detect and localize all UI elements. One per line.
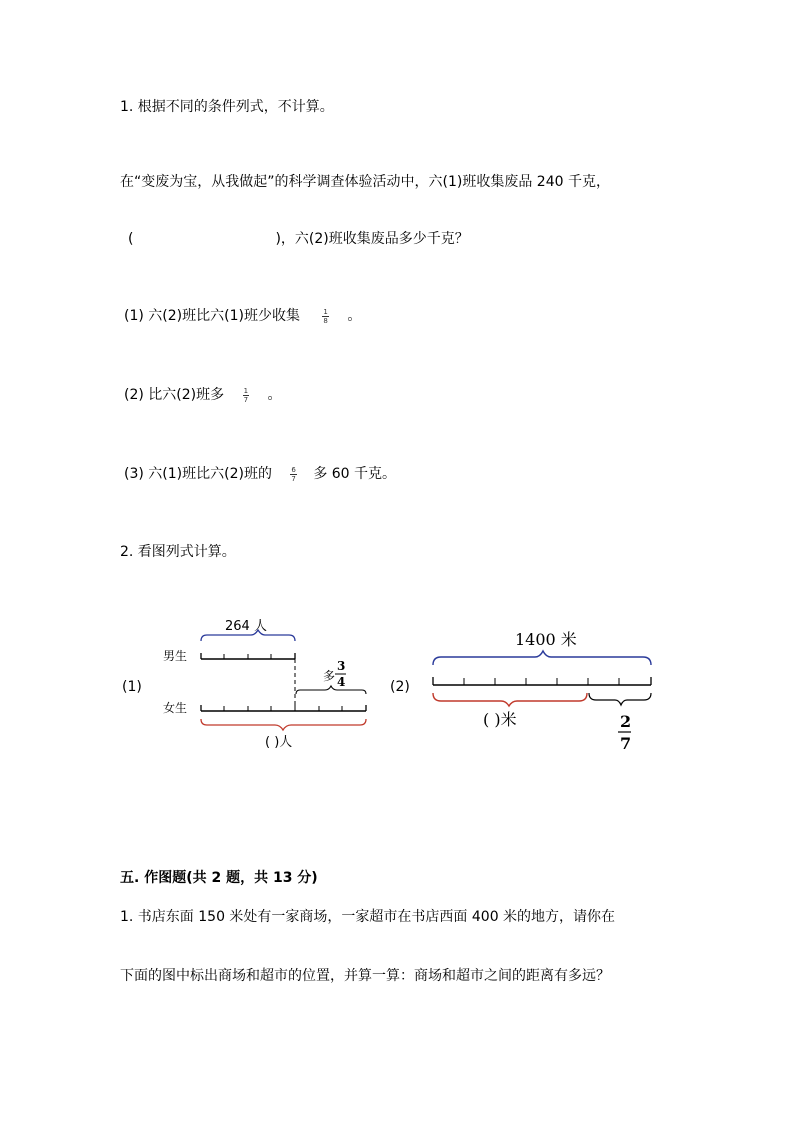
fraction bbox=[290, 466, 296, 483]
condition-1-text: (1) 六(2)班比六(1)班少收集 bbox=[124, 308, 300, 324]
condition-2-end: 。 bbox=[267, 387, 282, 403]
fraction-den: 7 bbox=[620, 734, 632, 753]
sec5-q1-line2: 下面的图中标出商场和超市的位置，并算一算：商场和超市之间的距离有多远？ bbox=[120, 968, 610, 984]
more-den: 4 bbox=[337, 675, 346, 689]
condition-3-text: (3) 六(1)班比六(2)班的 bbox=[124, 466, 272, 482]
sec5-q1-line1: 1. 书店东面 150 米处有一家商场，一家超市在书店西面 400 米的地方，请你在 bbox=[120, 909, 616, 925]
top-value-label: 264 人 bbox=[225, 619, 267, 634]
condition-3-end: 多 60 千克。 bbox=[313, 466, 397, 482]
condition-2-text: (2) 比六(2)班多 bbox=[124, 387, 225, 403]
brace-fraction bbox=[589, 693, 651, 705]
brace-answer bbox=[433, 693, 587, 706]
boys-label: 男生 bbox=[163, 649, 188, 663]
figure-2 bbox=[425, 615, 665, 760]
condition-1-end: 。 bbox=[347, 308, 362, 324]
fraction-numerator: 1 bbox=[243, 386, 249, 395]
more-num: 3 bbox=[337, 659, 346, 673]
section-5-title: 五. 作图题(共 2 题，共 13 分) bbox=[120, 870, 318, 886]
fraction-denominator: 8 bbox=[323, 316, 328, 325]
fraction-numerator: 6 bbox=[291, 465, 296, 474]
condition-2 bbox=[124, 385, 282, 405]
blank-close: )，六(2)班收集废品多少千克？ bbox=[275, 231, 469, 247]
q2-title: 2. 看图列式计算。 bbox=[120, 544, 236, 560]
fraction-numerator: 1 bbox=[323, 307, 328, 316]
segment-diagram-1 bbox=[115, 612, 385, 757]
fraction bbox=[243, 387, 249, 404]
q1-blank-line bbox=[128, 229, 469, 249]
brace-top bbox=[433, 651, 651, 665]
figure-1 bbox=[115, 612, 385, 757]
fraction-denominator: 7 bbox=[243, 395, 249, 404]
figure-1-label: (1) bbox=[122, 679, 142, 695]
condition-3 bbox=[124, 464, 396, 484]
blank-open: ( bbox=[128, 231, 134, 247]
answer-label: ( )米 bbox=[483, 710, 517, 729]
q1-intro: 在“变废为宝，从我做起”的科学调查体验活动中，六(1)班收集废品 240 千克， bbox=[120, 174, 610, 190]
fraction bbox=[322, 308, 328, 325]
girls-label: 女生 bbox=[163, 701, 188, 715]
q1-title: 1. 根据不同的条件列式，不计算。 bbox=[120, 99, 334, 115]
answer-label: ( )人 bbox=[265, 735, 293, 750]
brace-bottom bbox=[201, 719, 366, 730]
total-label: 1400 米 bbox=[515, 630, 577, 649]
more-word: 多 bbox=[323, 669, 336, 683]
fraction-denominator: 7 bbox=[291, 474, 296, 483]
figure-2-label: (2) bbox=[390, 679, 410, 695]
segment-diagram-2 bbox=[425, 615, 665, 760]
brace-more bbox=[296, 686, 366, 694]
fraction-num: 2 bbox=[620, 712, 632, 731]
condition-1 bbox=[124, 306, 361, 326]
